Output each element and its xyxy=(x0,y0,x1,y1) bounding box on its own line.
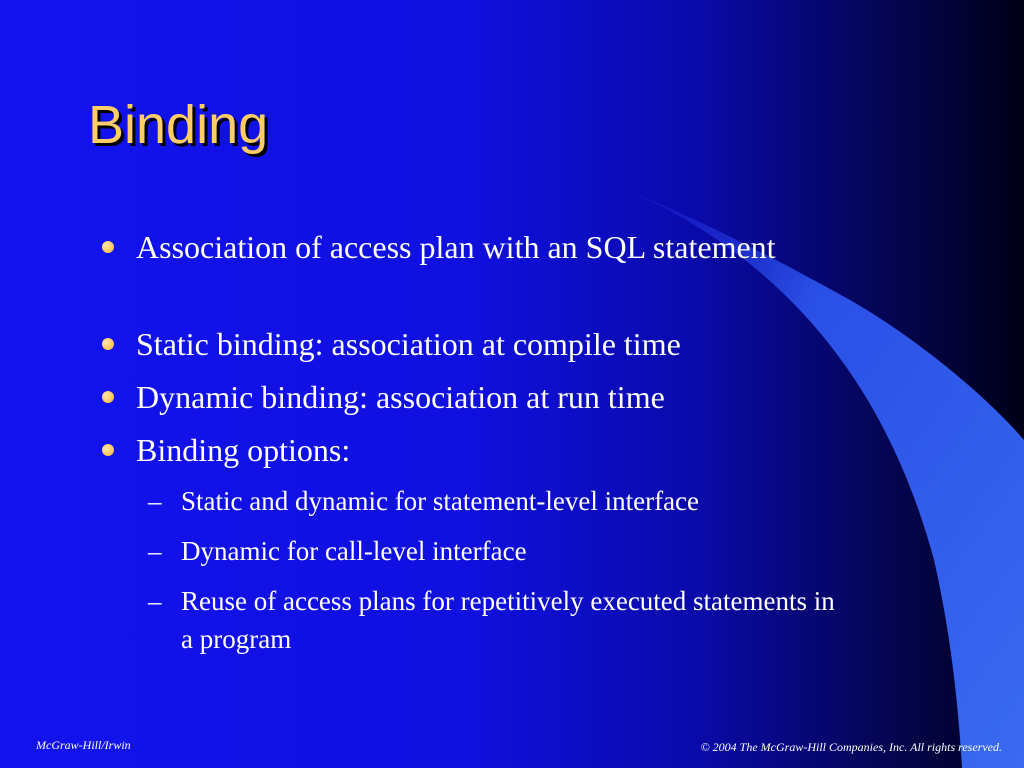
dash-marker: – xyxy=(148,486,162,516)
sub-bullet-item xyxy=(148,582,838,658)
bullet-text: Association of access plan with an SQL statement xyxy=(136,229,776,265)
sub-bullet-item xyxy=(148,532,838,570)
dash-marker: – xyxy=(148,536,162,566)
sub-bullet-text: Dynamic for call-level interface xyxy=(181,536,527,566)
footer-publisher: McGraw-Hill/Irwin xyxy=(36,738,131,752)
bullet-item xyxy=(100,375,800,419)
bullet-dot-icon xyxy=(102,391,114,403)
bullet-item xyxy=(100,322,800,366)
sub-bullet-text: Reuse of access plans for repetitively executed statements in a program xyxy=(181,586,835,654)
footer-copyright: © 2004 The McGraw-Hill Companies, Inc. All rights reserved. xyxy=(700,740,1002,754)
bullet-text: Static binding: association at compile time xyxy=(136,326,681,362)
slide-title: Binding xyxy=(88,95,269,155)
bullet-text: Dynamic binding: association at run time xyxy=(136,379,665,415)
sub-bullet-item xyxy=(148,482,838,520)
dash-marker: – xyxy=(148,586,162,616)
bullet-dot-icon xyxy=(102,241,114,253)
bullet-item xyxy=(100,225,800,269)
bullet-dot-icon xyxy=(102,338,114,350)
bullet-item xyxy=(100,428,800,472)
bullet-dot-icon xyxy=(102,444,114,456)
sub-bullet-text: Static and dynamic for statement-level interface xyxy=(181,486,700,516)
bullet-text: Binding options: xyxy=(136,432,351,468)
